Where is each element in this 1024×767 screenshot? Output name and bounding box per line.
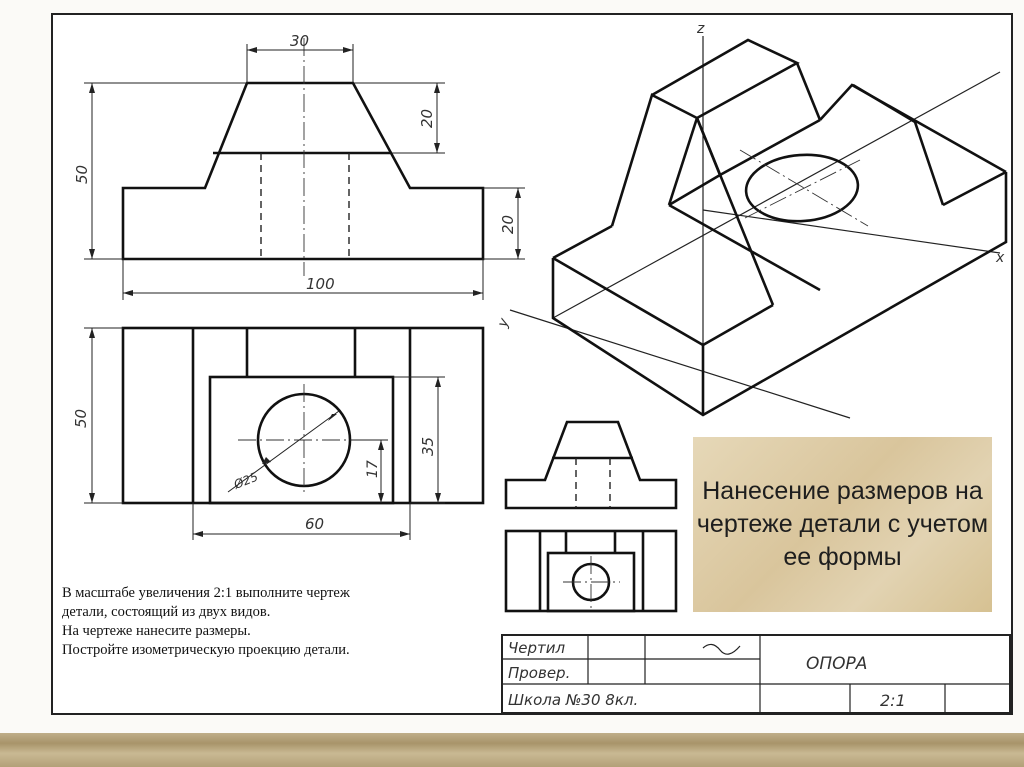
checked-label: Провер. — [508, 664, 571, 682]
task-line-1: В масштабе увеличения 2:1 выполните чертеж — [62, 585, 350, 601]
task-line-3: На чертеже нанесите размеры. — [62, 623, 251, 639]
school-label: Школа №30 8кл. — [508, 691, 639, 709]
scale-label: 2:1 — [880, 691, 906, 710]
dim-hole-diameter: Ø25 — [231, 469, 261, 492]
dim-total-height: 50 — [73, 164, 91, 184]
dim-top-height: 20 — [418, 108, 436, 128]
task-line-4: Постройте изометрическую проекцию детали. — [62, 642, 350, 658]
bottom-stripe — [0, 733, 1024, 767]
task-line-2: детали, состоящий из двух видов. — [62, 604, 271, 620]
drawn-label: Чертил — [508, 639, 566, 657]
dim-total-width: 100 — [306, 275, 335, 293]
dim-inner-width: 60 — [305, 515, 325, 533]
caption-box — [693, 437, 992, 612]
caption-text: Нанесение размеров на чертеже детали с учетом ее формы — [696, 477, 989, 571]
dim-hole-offset: 17 — [365, 460, 381, 478]
dim-top-width: 30 — [290, 32, 310, 50]
dim-inner-depth: 35 — [419, 436, 437, 456]
axis-z-label: z — [697, 21, 705, 37]
dim-base-height: 20 — [499, 214, 517, 234]
axis-y-label: y — [494, 316, 513, 330]
task-text — [62, 584, 492, 660]
part-name: ОПОРА — [806, 654, 868, 674]
axis-x-label: x — [996, 250, 1005, 266]
dim-depth: 50 — [72, 408, 90, 428]
